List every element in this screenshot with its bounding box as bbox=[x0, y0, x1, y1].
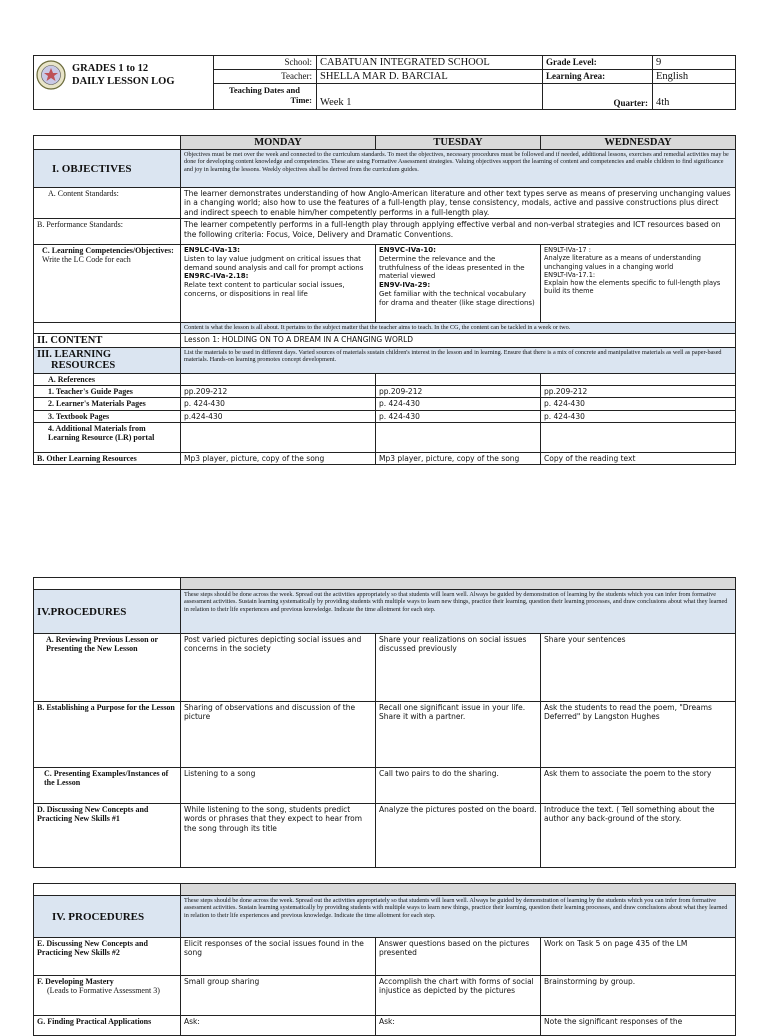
objectives-label: I. OBJECTIVES bbox=[34, 150, 181, 188]
header-logo-cell bbox=[34, 56, 214, 110]
procedures-label: IV.PROCEDURES bbox=[34, 590, 181, 634]
presenting-examples-tue: Call two pairs to do the sharing. bbox=[376, 768, 541, 804]
practical-applications-label: G. Finding Practical Applications bbox=[34, 1016, 181, 1036]
practical-applications-tue: Ask: bbox=[376, 1016, 541, 1036]
dates-value: Week 1 bbox=[317, 84, 543, 110]
performance-standards-label: B. Performance Standards: bbox=[34, 219, 181, 245]
procedures-table-1 bbox=[33, 577, 736, 868]
teachers-guide-tue: pp.209-212 bbox=[376, 385, 541, 397]
monday-code-2: EN9RC-IVa-2.18: bbox=[184, 272, 249, 281]
purpose-tue: Recall one significant issue in your life. Share it with a partner. bbox=[376, 702, 541, 768]
developing-mastery-label-2: (Leads to Formative Assessment 3) bbox=[47, 986, 160, 996]
header-title-line1: GRADES 1 to 12 bbox=[72, 63, 149, 74]
learners-materials-tue: p. 424-430 bbox=[376, 398, 541, 410]
discussing-concepts-1-tue: Analyze the pictures posted on the board. bbox=[376, 804, 541, 868]
learners-materials-mon: p. 424-430 bbox=[181, 398, 376, 410]
references-tue bbox=[376, 373, 541, 385]
additional-materials-tue bbox=[376, 422, 541, 452]
teacher-label: Teacher: bbox=[214, 70, 317, 84]
day-wednesday: WEDNESDAY bbox=[541, 136, 736, 150]
school-label: School: bbox=[214, 56, 317, 70]
wednesday-code-1: EN9LT-IVa-17 : bbox=[544, 246, 591, 255]
additional-materials-mon bbox=[181, 422, 376, 452]
teacher-value: SHELLA MAR D. BARCIAL bbox=[317, 70, 543, 84]
tuesday-text-1: Determine the relevance and the truthfulness of the ideas presented in the material viewed bbox=[379, 254, 525, 281]
tuesday-text-2: Get familiar with the technical vocabulary for drama and theater (like stage directions) bbox=[379, 289, 535, 307]
area-value: English bbox=[653, 70, 736, 84]
developing-mastery-tue: Accomplish the chart with forms of social injustice as depicted by the pictures bbox=[376, 976, 541, 1016]
practical-applications-wed: Note the significant responses of the bbox=[541, 1016, 736, 1036]
dates-label-2: Time: bbox=[290, 95, 312, 105]
content-standards-label: A. Content Standards: bbox=[34, 188, 181, 219]
textbook-mon: p.424-430 bbox=[181, 410, 376, 422]
dates-label bbox=[214, 84, 317, 110]
content-note: Content is what the lesson is all about. It pertains to the subject matter that the teacher aims to teach. In the CG, the content can be tackled in a week or two. bbox=[181, 323, 736, 333]
presenting-examples-wed: Ask them to associate the poem to the story bbox=[541, 768, 736, 804]
discussing-concepts-1-mon: While listening to the song, students predict words or phrases that they expect to hear from the song through its title bbox=[181, 804, 376, 868]
resources-label-2: RESOURCES bbox=[51, 360, 116, 372]
header-title-line2: DAILY LESSON LOG bbox=[72, 76, 175, 88]
other-resources-mon: Mp3 player, picture, copy of the song bbox=[181, 452, 376, 464]
content-standards-text: The learner demonstrates understanding of how Anglo-American literature and other text types serve as means of preserving unchanging values in a changing world; also how to use the features of a full-length play, tense consistency, modals, active and passive constructions plus direct and indirect speech to enable him/her competently performs in a full-length play. bbox=[181, 188, 736, 219]
references-mon bbox=[181, 373, 376, 385]
content-label: II. CONTENT bbox=[34, 333, 181, 347]
wednesday-text-2: Explain how the elements specific to full-length plays build its theme bbox=[544, 279, 721, 296]
practical-applications-mon: Ask: bbox=[181, 1016, 376, 1036]
school-value: CABATUAN INTEGRATED SCHOOL bbox=[317, 56, 543, 70]
teachers-guide-wed: pp.209-212 bbox=[541, 385, 736, 397]
learners-materials-wed: p. 424-430 bbox=[541, 398, 736, 410]
presenting-examples-mon: Listening to a song bbox=[181, 768, 376, 804]
wednesday-competencies bbox=[541, 245, 736, 323]
monday-text-1: Listen to lay value judgment on critical issues that demand sound analysis and call for prompt actions bbox=[184, 254, 364, 272]
purpose-label: B. Establishing a Purpose for the Lesson bbox=[34, 702, 181, 768]
presenting-examples-label: C. Presenting Examples/Instances of the Lesson bbox=[34, 768, 181, 804]
developing-mastery-mon: Small group sharing bbox=[181, 976, 376, 1016]
discussing-concepts-2-label: E. Discussing New Concepts and Practicing New Skills #2 bbox=[34, 938, 181, 976]
textbook-wed: p. 424-430 bbox=[541, 410, 736, 422]
other-resources-wed: Copy of the reading text bbox=[541, 452, 736, 464]
tuesday-code-1: EN9VC-IVa-10: bbox=[379, 246, 436, 255]
procedures-table-2 bbox=[33, 883, 736, 1036]
resources-label bbox=[34, 347, 181, 373]
developing-mastery-wed: Brainstorming by group. bbox=[541, 976, 736, 1016]
day-monday: MONDAY bbox=[181, 136, 376, 150]
competencies-label-2: Write the LC Code for each bbox=[42, 255, 131, 265]
discussing-concepts-1-wed: Introduce the text. ( Tell something about the author any back-ground of the story. bbox=[541, 804, 736, 868]
day-header-blank bbox=[34, 136, 181, 150]
reviewing-lesson-wed: Share your sentences bbox=[541, 634, 736, 702]
day-tuesday: TUESDAY bbox=[376, 136, 541, 150]
textbook-label: 3. Textbook Pages bbox=[34, 410, 181, 422]
other-resources-tue: Mp3 player, picture, copy of the song bbox=[376, 452, 541, 464]
dates-label-1: Teaching Dates and bbox=[228, 85, 300, 95]
discussing-concepts-2-mon: Elicit responses of the social issues found in the song bbox=[181, 938, 376, 976]
purpose-wed: Ask the students to read the poem, "Dreams Deferred" by Langston Hughes bbox=[541, 702, 736, 768]
grade-value: 9 bbox=[653, 56, 736, 70]
performance-standards-text: The learner competently performs in a full-length play through applying effective verbal and non-verbal strategies and ICT resources based on the following criteria: Focus, Voice, Delivery and Dramatic Conventions. bbox=[181, 219, 736, 245]
reviewing-lesson-label: A. Reviewing Previous Lesson or Presenting the New Lesson bbox=[34, 634, 181, 702]
content-note-blank bbox=[34, 323, 181, 333]
header-table bbox=[33, 55, 736, 110]
teachers-guide-mon: pp.209-212 bbox=[181, 385, 376, 397]
reviewing-lesson-mon: Post varied pictures depicting social issues and concerns in the society bbox=[181, 634, 376, 702]
monday-code-1: EN9LC-IVa-13: bbox=[184, 246, 240, 255]
teachers-guide-label: 1. Teacher's Guide Pages bbox=[34, 385, 181, 397]
references-label: A. References bbox=[34, 373, 181, 385]
purpose-mon: Sharing of observations and discussion of the picture bbox=[181, 702, 376, 768]
monday-text-2: Relate text content to particular social issues, concerns, or dispositions in real life bbox=[184, 281, 345, 298]
procedures-header-bar bbox=[181, 578, 736, 590]
discussing-concepts-2-wed: Work on Task 5 on page 435 of the LM bbox=[541, 938, 736, 976]
discussing-concepts-1-label: D. Discussing New Concepts and Practicing New Skills #1 bbox=[34, 804, 181, 868]
procedures-2-label: IV. PROCEDURES bbox=[34, 896, 181, 938]
references-wed bbox=[541, 373, 736, 385]
wednesday-code-2: EN9LT-IVa-17.1: bbox=[544, 270, 596, 279]
developing-mastery-label-1: F. Developing Mastery bbox=[37, 977, 114, 986]
content-lesson: Lesson 1: HOLDING ON TO A DREAM IN A CHANGING WORLD bbox=[181, 333, 736, 347]
competencies-label bbox=[34, 245, 181, 323]
additional-materials-wed bbox=[541, 422, 736, 452]
monday-competencies bbox=[181, 245, 376, 323]
developing-mastery-label bbox=[34, 976, 181, 1016]
procedures-note: These steps should be done across the week. Spread out the activities appropriately so that students will learn well. Always be guided by demonstration of learning by the students which you can infer from formative assessment activities. Sustain learning systematically by providing students with multiple ways to learn new things, practice their learning, question their learning processes, and draw conclusions about what they learned in relation to their life experiences and previous knowledge. Indicate the time allotment for each step. bbox=[181, 590, 736, 634]
procedures-2-note: These steps should be done across the week. Spread out the activities appropriately so that students will learn well. Always be guided by demonstration of learning by the students which you can infer from formative assessment activities. Sustain learning systematically by providing students with multiple ways to learn new things, practice their learning, question their learning processes, and draw conclusions about what they learned in relation to their life experiences and previous knowledge. Indicate the time allotment for each step. bbox=[181, 896, 736, 938]
wednesday-text-1: Analyze literature as a means of understanding unchanging values in a changing world bbox=[544, 254, 701, 271]
tuesday-competencies bbox=[376, 245, 541, 323]
resources-label-1: III. LEARNING bbox=[37, 348, 112, 360]
objectives-table bbox=[33, 135, 736, 465]
discussing-concepts-2-tue: Answer questions based on the pictures presented bbox=[376, 938, 541, 976]
other-resources-label: B. Other Learning Resources bbox=[34, 452, 181, 464]
competencies-label-1: C. Learning Competencies/Objectives: bbox=[42, 246, 174, 256]
resources-note: List the materials to be used in different days. Varied sources of materials sustain children's interest in the lesson and in learning. Ensure that there is a mix of concrete and manipulative materials as well as paper-based materials. Hands-on learning promotes concept development. bbox=[181, 347, 736, 373]
procedures-2-header-bar bbox=[181, 884, 736, 896]
tuesday-code-2: EN9V-IVa-29: bbox=[379, 281, 431, 290]
quarter-label: Quarter: bbox=[543, 84, 653, 110]
reviewing-lesson-tue: Share your realizations on social issues discussed previously bbox=[376, 634, 541, 702]
area-label: Learning Area: bbox=[543, 70, 653, 84]
grade-label: Grade Level: bbox=[543, 56, 653, 70]
learners-materials-label: 2. Learner's Materials Pages bbox=[34, 398, 181, 410]
quarter-value: 4th bbox=[653, 84, 736, 110]
objectives-note: Objectives must be met over the week and connected to the curriculum standards. To meet the objectives, necessary procedures must be followed and if needed, additional lessons, exercises and remedial activities may be done for developing content knowledge and competencies. These are using Formative Assessment strategies. Valuing objectives support the learning of content and competencies and enable children to find significance and joy in learning the lessons. Weekly objectives shall be derived from the curriculum guides. bbox=[181, 150, 736, 188]
procedures-2-header-blank bbox=[34, 884, 181, 896]
procedures-header-blank bbox=[34, 578, 181, 590]
additional-materials-label: 4. Additional Materials from Learning Resource (LR) portal bbox=[34, 422, 181, 452]
textbook-tue: p. 424-430 bbox=[376, 410, 541, 422]
